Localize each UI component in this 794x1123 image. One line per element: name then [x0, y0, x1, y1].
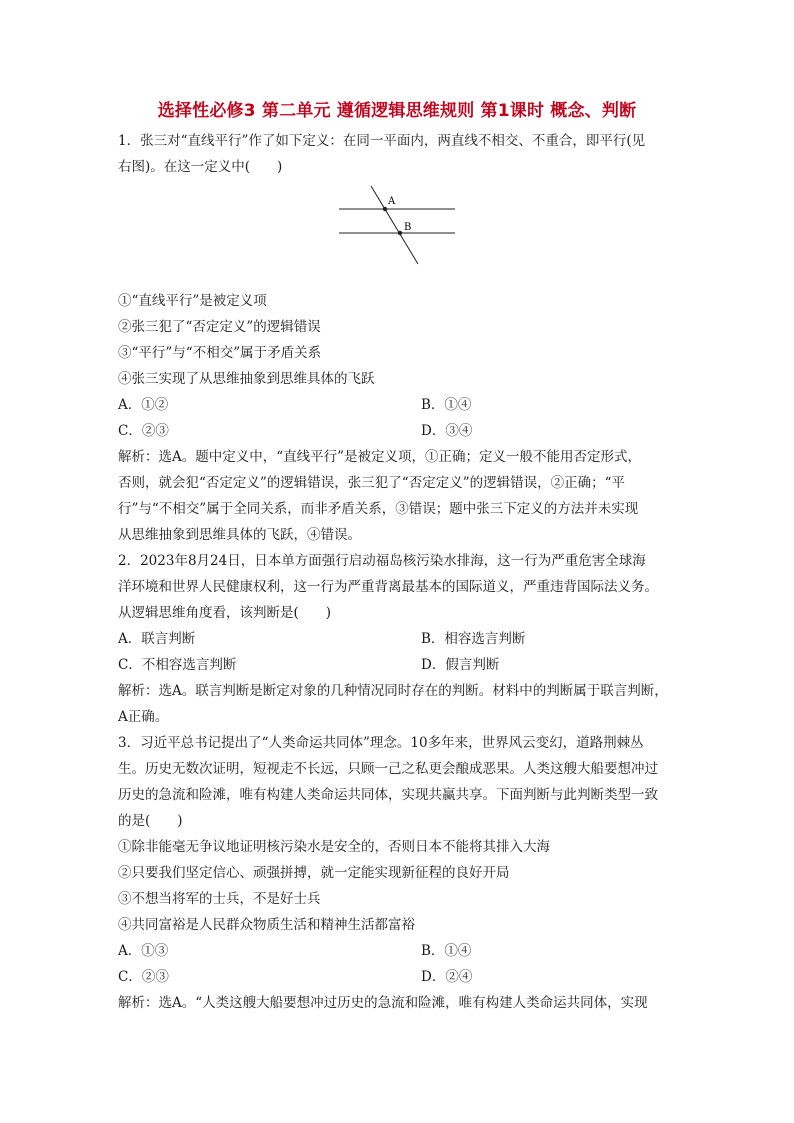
q1-item: ④张三实现了从思维抽象到思维具体的飞跃 — [118, 371, 375, 387]
q2-stem-line: 2．2023年8月24日，日本单方面强行启动福岛核污染水排海，这一行为严重危害全球海 — [118, 553, 646, 569]
question-1 — [118, 128, 680, 548]
question-3 — [118, 730, 680, 1016]
parallel-lines-figure — [118, 180, 680, 288]
q3-item: ①除非能毫无争议地证明核污染水是安全的，否则日本不能将其排入大海 — [118, 839, 550, 855]
q1-options-row — [118, 392, 680, 418]
question-content — [118, 128, 680, 1016]
label-b: B — [404, 222, 412, 233]
label-a: A — [388, 196, 396, 207]
q1-item: ①“直线平行”是被定义项 — [118, 293, 267, 309]
q1-analysis-line: 行”与“不相交”属于全同关系，而非矛盾关系，③错误；题中张三下定义的方法并未实现 — [118, 501, 639, 517]
q3-option-d[interactable]: D．②④ — [421, 969, 473, 985]
point-b — [398, 231, 402, 235]
q2-stem-line: 洋环境和世界人民健康权利，这一行为严重背离最基本的国际道义，严重违背国际法义务。 — [118, 579, 658, 595]
q1-analysis-line: 从思维抽象到思维具体的飞跃，④错误。 — [118, 527, 361, 543]
parallel-lines-diagram — [337, 184, 457, 266]
q1-stem-line: 右图)。在这一定义中( ) — [118, 159, 283, 175]
q1-option-d[interactable]: D．③④ — [421, 423, 473, 439]
q1-option-b[interactable]: B．①④ — [421, 397, 472, 413]
q2-option-b[interactable]: B．相容选言判断 — [421, 631, 526, 647]
q2-option-a[interactable]: A．联言判断 — [118, 631, 196, 647]
q3-item: ④共同富裕是人民群众物质生活和精神生活都富裕 — [118, 917, 415, 933]
q2-options-row — [118, 652, 680, 678]
q1-option-a[interactable]: A．①② — [118, 397, 169, 413]
q3-option-a[interactable]: A．①③ — [118, 943, 169, 959]
q1-item: ②张三犯了“否定定义”的逻辑错误 — [118, 319, 321, 335]
q2-analysis-line: A正确。 — [118, 709, 169, 725]
q3-item: ③不想当将军的士兵，不是好士兵 — [118, 891, 321, 907]
q1-options-row — [118, 418, 680, 444]
q3-stem-line: 3．习近平总书记提出了“人类命运共同体”理念。10多年来，世界风云变幻，道路荆棘丛 — [118, 735, 644, 751]
question-2 — [118, 548, 680, 730]
q3-options-row — [118, 964, 680, 990]
q3-options-row — [118, 938, 680, 964]
q2-option-c[interactable]: C．不相容选言判断 — [118, 657, 237, 673]
q3-item: ②只要我们坚定信心、顽强拼搏，就一定能实现新征程的良好开局 — [118, 865, 510, 881]
page-title: 选择性必修3 第二单元 遵循逻辑思维规则 第1课时 概念、判断 — [157, 101, 637, 121]
q1-analysis-line: 解析：选A。题中定义中，“直线平行”是被定义项，①正确；定义一般不能用否定形式， — [118, 449, 642, 465]
q3-analysis-line: 解析：选A。“人类这艘大船要想冲过历史的急流和险滩，唯有构建人类命运共同体，实现 — [118, 995, 648, 1011]
q1-stem-line: 1．张三对“直线平行”作了如下定义：在同一平面内，两直线不相交、不重合，即平行(见 — [118, 133, 646, 149]
q3-stem-line: 生。历史无数次证明，短视走不长远，只顾一己之私更会酿成恶果。人类这艘大船要想冲过 — [118, 761, 658, 777]
q2-stem-line: 从逻辑思维角度看，该判断是( ) — [118, 605, 332, 621]
q3-option-c[interactable]: C．②③ — [118, 969, 169, 985]
q2-options-row — [118, 626, 680, 652]
q1-analysis-line: 否则，就会犯“否定定义”的逻辑错误，张三犯了“否定定义”的逻辑错误，②正确；“平 — [118, 475, 626, 491]
point-a — [383, 207, 387, 211]
q2-analysis-line: 解析：选A。联言判断是断定对象的几种情况同时存在的判断。材料中的判断属于联言判断， — [118, 683, 668, 699]
q3-stem-line: 历史的急流和险滩，唯有构建人类命运共同体，实现共赢共享。下面判断与此判断类型一致 — [118, 787, 658, 803]
q1-item: ③“平行”与“不相交”属于矛盾关系 — [118, 345, 322, 361]
q1-option-c[interactable]: C．②③ — [118, 423, 169, 439]
q2-option-d[interactable]: D．假言判断 — [421, 657, 500, 673]
q3-stem-line: 的是( ) — [118, 813, 183, 829]
q3-option-b[interactable]: B．①④ — [421, 943, 472, 959]
